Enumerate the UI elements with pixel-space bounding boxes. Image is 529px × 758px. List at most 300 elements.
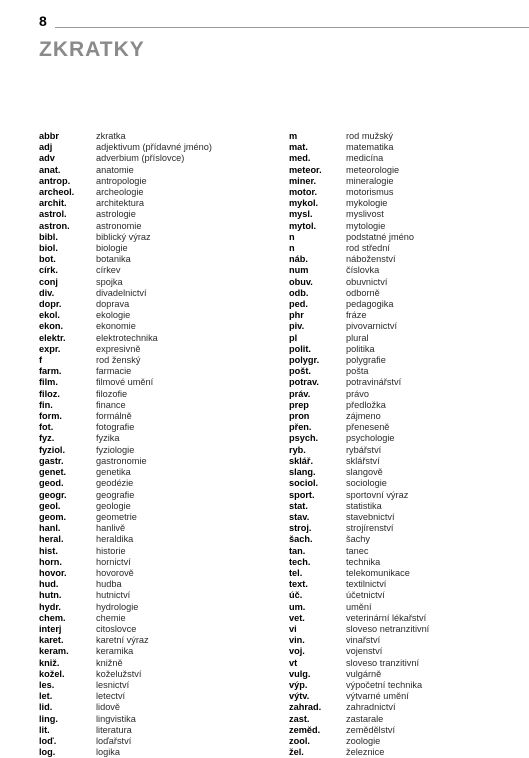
abbreviation-row	[289, 153, 429, 164]
abbreviation-row	[39, 142, 212, 153]
abbreviation-meaning: technika	[346, 556, 381, 567]
abbreviation-meaning: letectví	[96, 691, 126, 702]
header-rule	[55, 27, 529, 28]
abbreviation-row	[39, 725, 212, 736]
abbreviation-meaning: pedagogika	[346, 299, 394, 310]
abbreviation-meaning: expresivně	[96, 343, 141, 354]
abbreviation: conj	[39, 276, 58, 287]
abbreviation-row	[39, 422, 212, 433]
abbreviation-meaning: keramika	[96, 646, 134, 657]
abbreviation-meaning: elektrotechnika	[96, 332, 158, 343]
abbreviation-row	[39, 579, 212, 590]
abbreviation: motor.	[289, 187, 318, 198]
abbreviation-meaning: hanlivě	[96, 523, 126, 534]
abbreviation-row	[39, 613, 212, 624]
abbreviation-meaning: botanika	[96, 254, 131, 265]
abbreviation: stav.	[289, 511, 310, 522]
abbreviation-meaning: sklářství	[346, 455, 380, 466]
abbreviation-meaning: polygrafie	[346, 355, 386, 366]
abbreviation-row	[289, 490, 429, 501]
abbreviation-meaning: astrologie	[96, 209, 136, 220]
abbreviation: let.	[39, 691, 53, 702]
abbreviation-row	[289, 321, 429, 332]
abbreviation-meaning: lingvistika	[96, 713, 136, 724]
abbreviation-row	[289, 377, 429, 388]
abbreviation-meaning: číslovka	[346, 265, 380, 276]
abbreviation-meaning: genetika	[96, 467, 131, 478]
abbreviation-meaning: matematika	[346, 142, 394, 153]
abbreviation-row	[289, 333, 429, 344]
abbreviation-meaning: rod ženský	[96, 355, 141, 366]
abbreviation-meaning: fotografie	[96, 422, 135, 433]
abbreviation: voj.	[289, 646, 305, 657]
abbreviation-meaning: hydrologie	[96, 601, 139, 612]
abbreviation: tan.	[289, 545, 306, 556]
abbreviation-row	[39, 277, 212, 288]
abbreviation: pošt.	[289, 366, 311, 377]
abbreviation-meaning: rybářství	[346, 444, 382, 455]
abbreviation: anat.	[39, 164, 61, 175]
abbreviation-row	[289, 221, 429, 232]
abbreviation-row	[39, 254, 212, 265]
abbreviation-meaning: pošta	[346, 366, 369, 377]
abbreviation: vi	[289, 623, 297, 634]
abbreviation-meaning: šachy	[346, 534, 371, 545]
abbreviation-row	[289, 209, 429, 220]
abbreviation-meaning: filozofie	[96, 388, 128, 399]
abbreviation: keram.	[39, 646, 69, 657]
abbreviation-row	[289, 702, 429, 713]
abbreviation-meaning: rod mužský	[346, 131, 393, 141]
abbreviation-row	[39, 389, 212, 400]
abbreviation-meaning: biblický výraz	[96, 231, 151, 242]
abbreviation-meaning: vinařství	[346, 635, 381, 646]
abbreviation: hydr.	[39, 601, 61, 612]
abbreviation-meaning: umění	[346, 601, 372, 612]
abbreviation-meaning: sloveso tranzitivní	[346, 657, 420, 668]
abbreviation-row	[39, 669, 212, 680]
abbreviation-meaning: mykologie	[346, 198, 388, 209]
abbreviation-row	[39, 187, 212, 198]
abbreviation-meaning: knižně	[96, 657, 123, 668]
abbreviation-row	[39, 680, 212, 691]
abbreviation-row	[39, 377, 212, 388]
abbreviation: polygr.	[289, 355, 320, 366]
abbreviation-row	[289, 456, 429, 467]
abbreviation-row	[289, 277, 429, 288]
abbreviation-row	[39, 366, 212, 377]
abbreviation: chem.	[39, 612, 66, 623]
abbreviation: farm.	[39, 366, 62, 377]
abbreviation-meaning: farmacie	[96, 366, 132, 377]
abbreviation: kožel.	[39, 668, 65, 679]
abbreviation-meaning: vojenství	[346, 646, 383, 657]
abbreviation-row	[39, 534, 212, 545]
abbreviation-meaning: mytologie	[346, 220, 386, 231]
abbreviation: stat.	[289, 500, 308, 511]
page-number: 8	[39, 13, 47, 29]
abbreviation: geom.	[39, 511, 67, 522]
abbreviation-row	[39, 445, 212, 456]
abbreviation: bibl.	[39, 231, 58, 242]
abbreviation-row	[39, 478, 212, 489]
abbreviation-row	[289, 445, 429, 456]
abbreviation: geogr.	[39, 489, 67, 500]
abbreviation-row	[289, 176, 429, 187]
abbreviation-meaning: karetní výraz	[96, 635, 149, 646]
abbreviation: geod.	[39, 478, 64, 489]
abbreviation-meaning: chemie	[96, 612, 126, 623]
abbreviation: pron	[289, 411, 310, 422]
abbreviation-row	[289, 669, 429, 680]
abbreviation-row	[289, 534, 429, 545]
abbreviation-meaning: zastarale	[346, 713, 384, 724]
abbreviation-meaning: doprava	[96, 299, 130, 310]
abbreviation-meaning: architektura	[96, 198, 145, 209]
abbreviation-row	[289, 187, 429, 198]
abbreviation: ling.	[39, 713, 58, 724]
abbreviation-row	[39, 288, 212, 299]
abbreviation-meaning: výpočetní technika	[346, 679, 423, 690]
abbreviation-row	[289, 658, 429, 669]
abbreviation: elektr.	[39, 332, 66, 343]
abbreviation: sklář.	[289, 455, 314, 466]
abbreviation-meaning: astronomie	[96, 220, 142, 231]
abbreviation-row	[289, 557, 429, 568]
abbreviation-meaning: divadelnictví	[96, 287, 147, 298]
abbreviation: hovor.	[39, 567, 67, 578]
abbreviation: astron.	[39, 220, 70, 231]
abbreviation-row	[39, 456, 212, 467]
abbreviation-meaning: finance	[96, 399, 126, 410]
abbreviation-row	[289, 646, 429, 657]
abbreviation: šach.	[289, 534, 313, 545]
abbreviation-row	[289, 568, 429, 579]
abbreviation-meaning: ekonomie	[96, 321, 136, 332]
abbreviation: ryb.	[289, 444, 306, 455]
abbreviation: antrop.	[39, 175, 71, 186]
abbreviation: potrav.	[289, 377, 319, 388]
abbreviation-meaning: citoslovce	[96, 623, 137, 634]
abbreviation-meaning: filmové umění	[96, 377, 154, 388]
abbreviation-row	[289, 344, 429, 355]
abbreviation-meaning: psychologie	[346, 433, 395, 444]
abbreviation-row	[289, 299, 429, 310]
abbreviation-meaning: obuvnictví	[346, 276, 388, 287]
abbreviation: vt	[289, 657, 298, 668]
abbreviation-meaning: podstatné jméno	[346, 231, 414, 242]
abbreviation-meaning: biologie	[96, 243, 128, 254]
abbreviation-meaning: ekologie	[96, 310, 131, 321]
abbreviation-meaning: odborně	[346, 287, 380, 298]
abbreviation-row	[289, 736, 429, 747]
abbreviation: tech.	[289, 556, 311, 567]
abbreviation-row	[39, 299, 212, 310]
abbreviation: geol.	[39, 500, 61, 511]
abbreviation: odb.	[289, 287, 309, 298]
abbreviation: ekon.	[39, 321, 63, 332]
abbreviation-row	[289, 747, 429, 758]
abbreviation: výp.	[289, 679, 308, 690]
abbreviation: prep	[289, 399, 309, 410]
abbreviation-row	[289, 714, 429, 725]
abbreviation: miner.	[289, 175, 317, 186]
abbreviation-row	[289, 288, 429, 299]
abbreviation-row	[39, 400, 212, 411]
page-title: ZKRATKY	[39, 38, 145, 61]
abbreviation-meaning: geometrie	[96, 511, 137, 522]
abbreviation-row	[289, 131, 429, 142]
abbreviation-meaning: loďařství	[96, 735, 132, 746]
abbreviation-meaning: hovorově	[96, 567, 134, 578]
abbreviation-meaning: účetnictví	[346, 590, 385, 601]
abbreviation-row	[39, 602, 212, 613]
abbreviation-meaning: textilnictví	[346, 579, 387, 590]
abbreviation-meaning: fyzika	[96, 433, 120, 444]
abbreviation-meaning: lidově	[96, 702, 121, 713]
abbreviation-row	[39, 512, 212, 523]
abbreviation-row	[39, 467, 212, 478]
abbreviation-meaning: heraldika	[96, 534, 134, 545]
abbreviation: fot.	[39, 422, 54, 433]
abbreviation-row	[289, 142, 429, 153]
abbreviation: interj	[39, 623, 62, 634]
abbreviation: polit.	[289, 343, 311, 354]
abbreviation: stroj.	[289, 523, 312, 534]
abbreviation-meaning: myslivost	[346, 209, 384, 220]
abbreviation-row	[39, 736, 212, 747]
abbreviation: div.	[39, 287, 55, 298]
abbreviation-row	[289, 198, 429, 209]
abbreviation-meaning: logika	[96, 747, 121, 758]
abbreviation-meaning: koželužství	[96, 668, 142, 679]
abbreviation-meaning: adverbium (příslovce)	[96, 153, 185, 164]
abbreviation-row	[289, 602, 429, 613]
abbreviation: zeměd.	[289, 724, 321, 735]
abbreviation: kniž.	[39, 657, 60, 668]
abbreviation: heral.	[39, 534, 64, 545]
abbreviation: karet.	[39, 635, 64, 646]
abbreviation-meaning: historie	[96, 545, 126, 556]
abbreviation-meaning: medicína	[346, 153, 384, 164]
abbreviation: abbr	[39, 131, 59, 141]
abbreviation: tel.	[289, 567, 303, 578]
abbreviation-meaning: zahradnictví	[346, 702, 396, 713]
abbreviation: žel.	[289, 747, 304, 758]
abbreviation-meaning: geodézie	[96, 478, 134, 489]
abbreviation: med.	[289, 153, 311, 164]
abbreviation-row	[39, 433, 212, 444]
abbreviation-meaning: fyziologie	[96, 444, 135, 455]
abbreviation: num	[289, 265, 309, 276]
abbreviation-meaning: mineralogie	[346, 175, 394, 186]
abbreviation: gastr.	[39, 455, 64, 466]
abbreviation-meaning: strojírenství	[346, 523, 394, 534]
abbreviation-row	[289, 590, 429, 601]
abbreviation: form.	[39, 411, 62, 422]
abbreviation-meaning: zemědělství	[346, 724, 396, 735]
abbreviation: náb.	[289, 254, 308, 265]
abbreviation: text.	[289, 579, 308, 590]
abbreviation-row	[39, 131, 212, 142]
abbreviation: fyz.	[39, 433, 55, 444]
abbreviation-row	[289, 624, 429, 635]
abbreviation-meaning: přeneseně	[346, 422, 390, 433]
abbreviation-meaning: statistika	[346, 500, 382, 511]
abbreviation-row	[289, 232, 429, 243]
abbreviation-meaning: sportovní výraz	[346, 489, 409, 500]
abbreviation: astrol.	[39, 209, 67, 220]
abbreviation: hud.	[39, 579, 59, 590]
abbreviation-meaning: právo	[346, 388, 369, 399]
abbreviation: vet.	[289, 612, 305, 623]
abbreviation-row	[39, 243, 212, 254]
abbreviation-meaning: archeologie	[96, 187, 144, 198]
abbreviation: mat.	[289, 142, 308, 153]
abbreviation-row	[39, 355, 212, 366]
abbreviation: m	[289, 131, 298, 141]
abbreviation-meaning: náboženství	[346, 254, 396, 265]
abbreviation-meaning: zájmeno	[346, 411, 381, 422]
abbreviation: bot.	[39, 254, 56, 265]
abbreviation: práv.	[289, 388, 311, 399]
abbreviation-row	[289, 254, 429, 265]
abbreviation-row	[289, 389, 429, 400]
abbreviation-meaning: lesnictví	[96, 679, 130, 690]
abbreviation-row	[39, 310, 212, 321]
abbreviations-left-column	[39, 131, 212, 758]
abbreviation-row	[289, 243, 429, 254]
abbreviation: meteor.	[289, 164, 322, 175]
abbreviation-meaning: telekomunikace	[346, 567, 410, 578]
abbreviation: vulg.	[289, 668, 311, 679]
abbreviation: výtv.	[289, 691, 310, 702]
abbreviation: loď.	[39, 735, 57, 746]
abbreviation-meaning: předložka	[346, 399, 386, 410]
abbreviation: hist.	[39, 545, 58, 556]
abbreviation-meaning: hudba	[96, 579, 122, 590]
abbreviation-row	[39, 635, 212, 646]
abbreviation-row	[39, 568, 212, 579]
abbreviation-row	[39, 265, 212, 276]
abbreviation-meaning: veterinární lékařství	[346, 612, 427, 623]
abbreviation: zahrad.	[289, 702, 322, 713]
abbreviation-meaning: stavebnictví	[346, 511, 395, 522]
abbreviation-row	[39, 411, 212, 422]
abbreviation: expr.	[39, 343, 61, 354]
abbreviation: hutn.	[39, 590, 62, 601]
abbreviation: adj	[39, 142, 53, 153]
abbreviation-row	[289, 400, 429, 411]
abbreviation-row	[289, 579, 429, 590]
abbreviation-meaning: gastronomie	[96, 455, 147, 466]
abbreviation-row	[39, 557, 212, 568]
abbreviation-meaning: geologie	[96, 500, 131, 511]
abbreviation: círk.	[39, 265, 58, 276]
abbreviation-row	[39, 333, 212, 344]
abbreviation-row	[289, 613, 429, 624]
abbreviation-row	[39, 209, 212, 220]
abbreviation-row	[289, 546, 429, 557]
abbreviation-row	[289, 422, 429, 433]
abbreviation-row	[289, 310, 429, 321]
abbreviation-row	[289, 433, 429, 444]
abbreviation: n	[289, 231, 295, 242]
abbreviation-meaning: církev	[96, 265, 121, 276]
abbreviation: přen.	[289, 422, 312, 433]
abbreviation: mysl.	[289, 209, 313, 220]
abbreviation-row	[39, 232, 212, 243]
abbreviation-meaning: sociologie	[346, 478, 387, 489]
abbreviation: archit.	[39, 198, 67, 209]
abbreviation-row	[39, 658, 212, 669]
abbreviation-meaning: adjektivum (přídavné jméno)	[96, 142, 212, 153]
abbreviation-meaning: zoologie	[346, 735, 381, 746]
abbreviation: piv.	[289, 321, 305, 332]
abbreviation-meaning: spojka	[96, 276, 123, 287]
abbreviation-row	[289, 265, 429, 276]
abbreviation: les.	[39, 679, 55, 690]
abbreviation-row	[289, 478, 429, 489]
abbreviation-meaning: hutnictví	[96, 590, 131, 601]
abbreviation: mytol.	[289, 220, 317, 231]
abbreviation-row	[289, 355, 429, 366]
abbreviation: n	[289, 243, 295, 254]
abbreviation-row	[39, 747, 212, 758]
abbreviation: log.	[39, 747, 56, 758]
abbreviation: úč.	[289, 590, 303, 601]
abbreviations-right-column	[289, 131, 429, 758]
abbreviation: genet.	[39, 467, 67, 478]
abbreviation-row	[289, 725, 429, 736]
abbreviation-row	[289, 501, 429, 512]
abbreviation-row	[39, 176, 212, 187]
abbreviation-row	[39, 221, 212, 232]
abbreviation: film.	[39, 377, 58, 388]
abbreviation-meaning: hornictví	[96, 556, 131, 567]
abbreviation-row	[289, 523, 429, 534]
abbreviation: slang.	[289, 467, 316, 478]
abbreviation-row	[39, 198, 212, 209]
abbreviation-meaning: plural	[346, 332, 369, 343]
abbreviation: zool.	[289, 735, 310, 746]
abbreviation-meaning: formálně	[96, 411, 132, 422]
abbreviation-row	[39, 624, 212, 635]
abbreviation-meaning: potravinářství	[346, 377, 402, 388]
abbreviation-meaning: tanec	[346, 545, 369, 556]
abbreviation: lid.	[39, 702, 53, 713]
abbreviation: obuv.	[289, 276, 313, 287]
abbreviation-meaning: rod střední	[346, 243, 390, 254]
abbreviation-row	[39, 646, 212, 657]
abbreviation: adv	[39, 153, 55, 164]
abbreviation: lit.	[39, 724, 50, 735]
abbreviation-row	[289, 165, 429, 176]
abbreviation: sociol.	[289, 478, 319, 489]
abbreviation-row	[289, 411, 429, 422]
abbreviation: ped.	[289, 299, 308, 310]
abbreviation-meaning: vulgárně	[346, 668, 382, 679]
abbreviation-meaning: zkratka	[96, 131, 126, 141]
abbreviation-row	[289, 680, 429, 691]
abbreviation: dopr.	[39, 299, 62, 310]
abbreviation-row	[39, 523, 212, 534]
abbreviation: archeol.	[39, 187, 75, 198]
abbreviation-row	[289, 512, 429, 523]
abbreviation-meaning: antropologie	[96, 175, 147, 186]
abbreviation: sport.	[289, 489, 315, 500]
abbreviation-meaning: pivovarnictví	[346, 321, 398, 332]
